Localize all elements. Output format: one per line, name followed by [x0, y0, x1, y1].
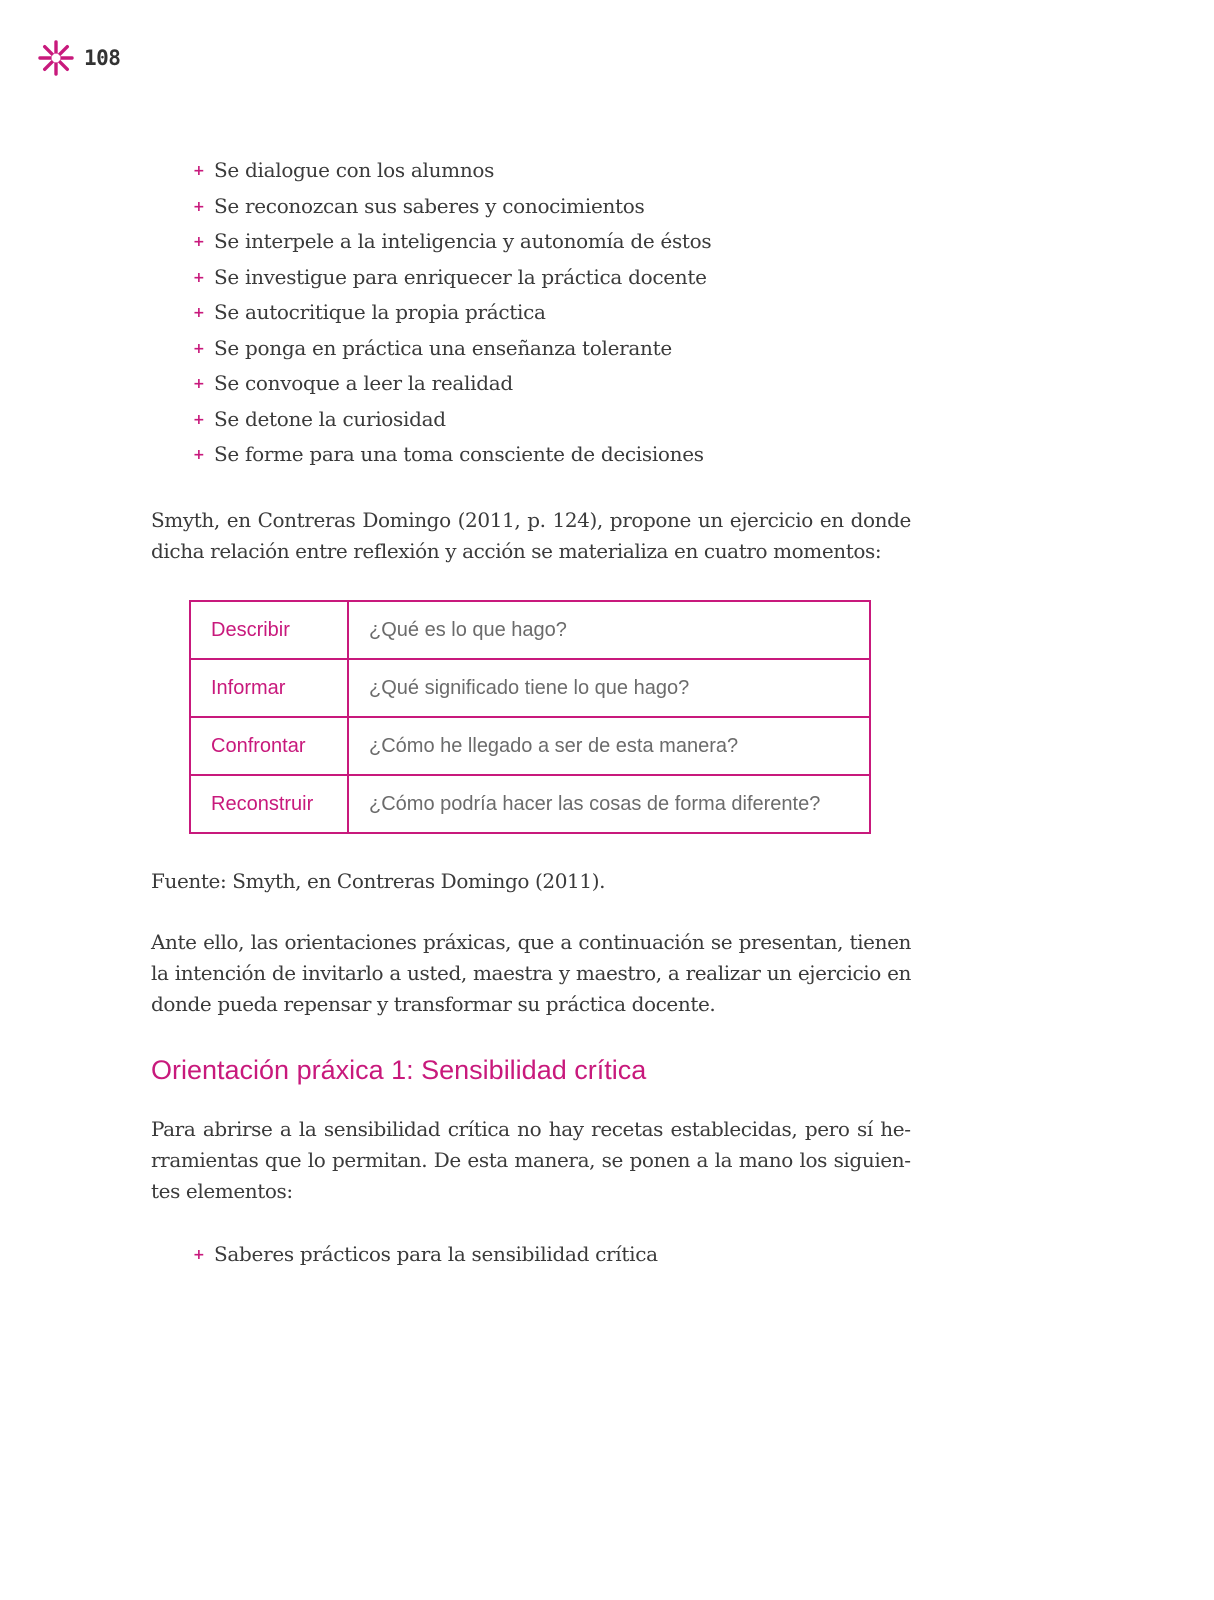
- table-row: [190, 601, 870, 659]
- section-heading: Orientación práxica 1: Sensibilidad crítica: [151, 1055, 647, 1085]
- table-cell-term: Reconstruir: [190, 775, 348, 833]
- list-item: [193, 437, 711, 473]
- plus-bullet-icon: +: [193, 447, 205, 463]
- plus-bullet-icon: +: [193, 1247, 205, 1263]
- list-item: [193, 224, 711, 260]
- list-item-text: Se detone la curiosidad: [214, 406, 446, 431]
- table-row: [190, 659, 870, 717]
- list-item-text: Se investigue para enriquecer la práctica docente: [214, 264, 707, 289]
- list-item: [193, 402, 711, 438]
- table-cell-term: Describir: [190, 601, 348, 659]
- list-item-text: Saberes prácticos para la sensibilidad crítica: [214, 1242, 658, 1266]
- list-item-text: Se forme para una toma consciente de decisiones: [214, 442, 704, 466]
- plus-bullet-icon: +: [193, 376, 205, 392]
- source-note: Fuente: Smyth, en Contreras Domingo (2011).: [151, 869, 606, 893]
- plus-bullet-icon: +: [193, 411, 205, 428]
- table-cell-question: ¿Cómo podría hacer las cosas de forma diferente?: [348, 775, 870, 833]
- plus-bullet-icon: +: [193, 163, 205, 179]
- list-item-text: Se dialogue con los alumnos: [214, 158, 495, 182]
- page-header: [38, 40, 120, 76]
- list-item-text: Se convoque a leer la realidad: [214, 371, 513, 395]
- list-item-text: Se interpele a la inteligencia y autonomía de éstos: [214, 229, 712, 253]
- list-item: [193, 1237, 658, 1273]
- table-cell-question: ¿Qué significado tiene lo que hago?: [348, 659, 870, 717]
- bullet-list-bottom: [193, 1237, 658, 1273]
- table-cell-term: Informar: [190, 659, 348, 717]
- table-cell-question: ¿Cómo he llegado a ser de esta manera?: [348, 717, 870, 775]
- page-number: 108: [84, 46, 121, 70]
- bullet-list-top: [193, 153, 711, 473]
- list-item: [193, 366, 711, 402]
- list-item: [193, 260, 711, 296]
- plus-bullet-icon: +: [193, 269, 205, 286]
- body-paragraph: Para abrirse a la sensibilidad crítica no hay recetas establecidas, pero sí herramientas que lo permitan. De esta manera, se ponen a la mano los siguientes elementos:: [151, 1117, 911, 1203]
- table-cell-term: Confrontar: [190, 717, 348, 775]
- plus-bullet-icon: +: [193, 340, 205, 357]
- list-item: [193, 153, 711, 189]
- asterisk-icon: [38, 40, 74, 76]
- table-row: [190, 775, 870, 833]
- moments-table: [189, 600, 871, 834]
- intro-paragraph: Smyth, en Contreras Domingo (2011, p. 124), propone un ejercicio en donde dicha relación entre reflexión y acción se materializa en cuatro momentos:: [151, 508, 911, 563]
- list-item: [193, 295, 711, 331]
- list-item: [193, 331, 711, 367]
- plus-bullet-icon: +: [193, 305, 205, 321]
- plus-bullet-icon: +: [193, 198, 205, 215]
- list-item: [193, 189, 711, 225]
- plus-bullet-icon: +: [193, 234, 205, 250]
- list-item-text: Se ponga en práctica una enseñanza tolerante: [214, 335, 672, 360]
- table-cell-question: ¿Qué es lo que hago?: [348, 601, 870, 659]
- list-item-text: Se autocritique la propia práctica: [214, 300, 546, 324]
- table-row: [190, 717, 870, 775]
- body-paragraph: Ante ello, las orientaciones práxicas, que a continuación se presentan, tienen la intención de invitarlo a usted, maestra y maestro, a realizar un ejercicio en donde pueda repensar y transformar su práctica docente.: [151, 930, 911, 1016]
- list-item-text: Se reconozcan sus saberes y conocimientos: [214, 193, 645, 218]
